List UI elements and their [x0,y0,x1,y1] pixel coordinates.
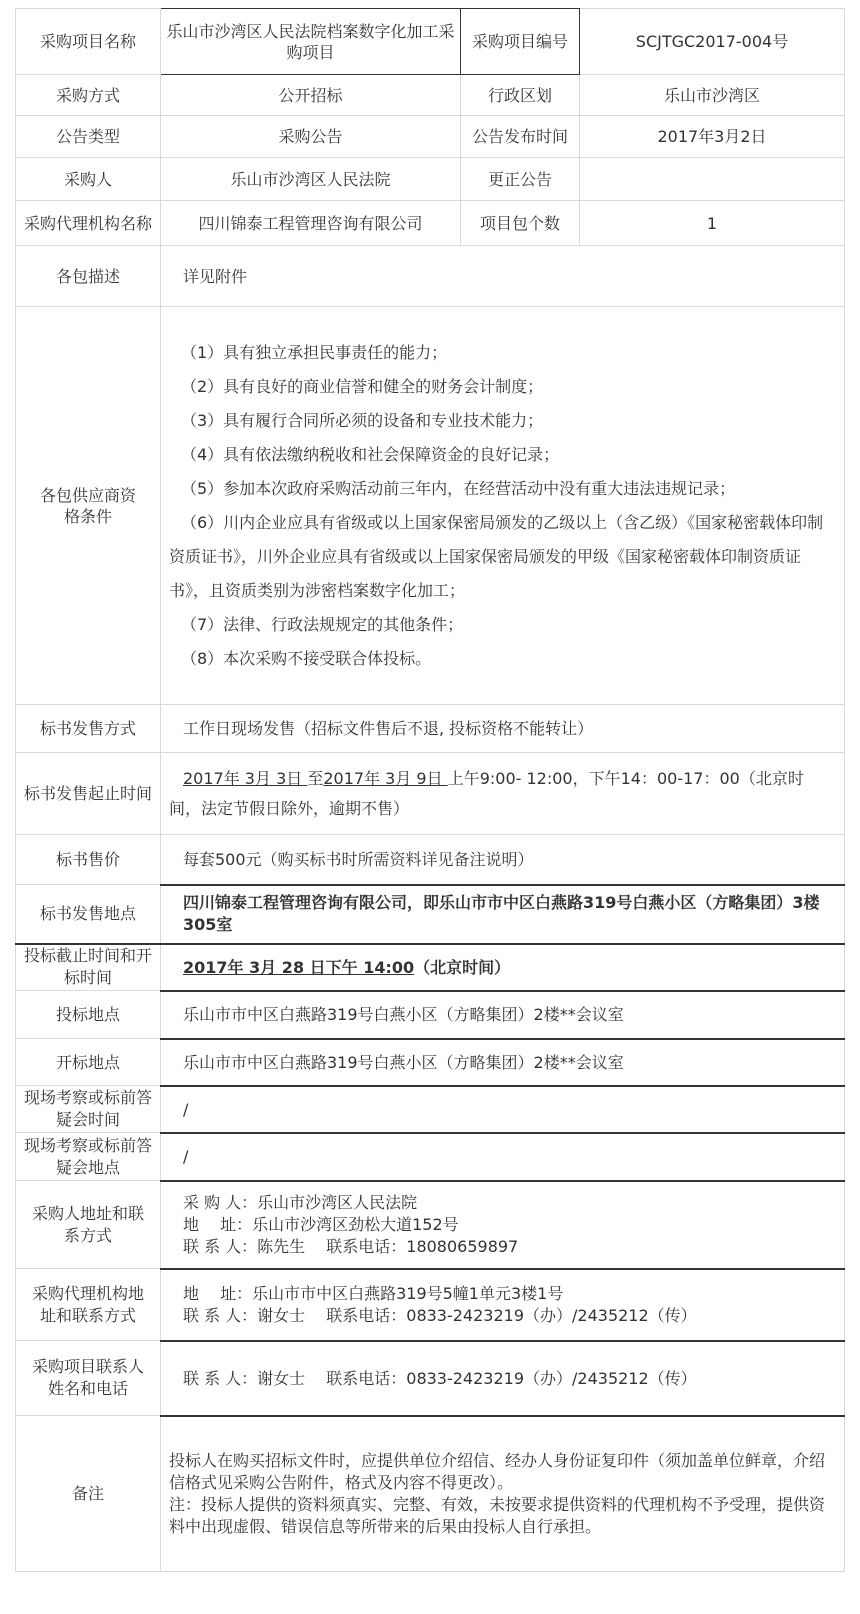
buyer-contact-line: 联 系 人：陈先生 联系电话：18080659897 [183,1236,519,1256]
row-sale-method [16,705,845,753]
survey-time-label: 现场考察或标前答疑会时间 [16,1086,161,1133]
row-price [16,835,845,885]
packages-value: 1 [580,201,845,246]
row-method [16,75,845,116]
row-buyer [16,158,845,201]
project-contact-label: 采购项目联系人姓名和电话 [16,1341,161,1416]
row-project-name [16,9,845,75]
sale-start-date: 2017年 3月 3日 [183,768,308,788]
agency-contact-line: 地 址：乐山市市中区白燕路319号5幢1单元3楼1号 [183,1283,564,1303]
row-survey-time [16,1086,845,1133]
qual-item: （6）川内企业应具有省级或以上国家保密局颁发的乙级以上（含乙级）《国家秘密载体印制资质证书》，川外企业应具有省级或以上国家保密局颁发的甲级《国家秘密载体印制资质证书》，且资质类别为涉密档案数字化加工； [169,512,824,600]
qual-label: 各包供应商资格条件 [16,307,161,705]
sale-to: 至 [307,768,324,788]
qual-item: （8）本次采购不接受联合体投标。 [181,648,432,668]
row-qualification [16,307,845,705]
buyer-contact-value [161,1181,845,1269]
remark-line: 注：投标人提供的资料须真实、完整、有效，未按要求提供资料的代理机构不予受理，提供资料中出现虚假、错误信息等所带来的后果由投标人自行承担。 [169,1494,826,1536]
project-name-value: 乐山市沙湾区人民法院档案数字化加工采购项目 [161,9,461,75]
qual-item: （2）具有良好的商业信誉和健全的财务会计制度； [181,376,544,396]
row-deadline [16,944,845,991]
notice-type-label: 公告类型 [16,116,161,158]
row-remark [16,1416,845,1572]
deadline-note: （北京时间） [414,957,511,977]
project-contact-value: 联 系 人：谢女士 联系电话：0833-2423219（办）/2435212（传） [161,1341,845,1416]
buyer-label: 采购人 [16,158,161,201]
qual-list [161,307,845,705]
sale-method-label: 标书发售方式 [16,705,161,753]
region-label: 行政区划 [461,75,580,116]
open-place-label: 开标地点 [16,1039,161,1086]
price-label: 标书售价 [16,835,161,885]
sale-method-value: 工作日现场发售（招标文件售后不退, 投标资格不能转让） [161,705,845,753]
remark-value [161,1416,845,1572]
survey-time-value: / [161,1086,845,1133]
method-value: 公开招标 [161,75,461,116]
agency-value: 四川锦泰工程管理咨询有限公司 [161,201,461,246]
correction-value [580,158,845,201]
pkg-desc-label: 各包描述 [16,246,161,307]
row-notice-type [16,116,845,158]
buyer-contact-label: 采购人地址和联系方式 [16,1181,161,1269]
method-label: 采购方式 [16,75,161,116]
sale-time-label: 标书发售起止时间 [16,753,161,835]
row-bid-place [16,991,845,1039]
row-survey-place [16,1133,845,1181]
row-sale-place [16,885,845,944]
qual-item: （4）具有依法缴纳税收和社会保障资金的良好记录； [181,444,560,464]
procurement-table [15,8,845,1572]
deadline-value [161,944,845,991]
deadline-date: 2017年 3月 28 日下午 14:00 [183,957,415,977]
row-agency-contact [16,1269,845,1341]
sale-place-value: 四川锦泰工程管理咨询有限公司，即乐山市市中区白燕路319号白燕小区（方略集团）3楼305室 [161,885,845,944]
deadline-label: 投标截止时间和开标时间 [16,944,161,991]
row-pkg-desc [16,246,845,307]
survey-place-label: 现场考察或标前答疑会地点 [16,1133,161,1181]
buyer-value: 乐山市沙湾区人民法院 [161,158,461,201]
agency-contact-value [161,1269,845,1341]
pkg-desc-value: 详见附件 [161,246,845,307]
procurement-notice [15,8,844,1572]
publish-time-value: 2017年3月2日 [580,116,845,158]
sale-end-date: 2017年 3月 9日 [323,768,448,788]
sale-time-rest: 上午9:00- 12:00，下午14：00-17：00（北京时间，法定节假日除外，逾期不售） [169,768,804,818]
project-no-label: 采购项目编号 [461,9,580,75]
agency-contact-label: 采购代理机构地址和联系方式 [16,1269,161,1341]
publish-time-label: 公告发布时间 [461,116,580,158]
row-sale-time [16,753,845,835]
bid-place-label: 投标地点 [16,991,161,1039]
open-place-value: 乐山市市中区白燕路319号白燕小区（方略集团）2楼**会议室 [161,1039,845,1086]
agency-label: 采购代理机构名称 [16,201,161,246]
qual-item: （7）法律、行政法规规定的其他条件； [181,614,464,634]
buyer-contact-line: 采 购 人：乐山市沙湾区人民法院 [183,1192,418,1212]
remark-label: 备注 [16,1416,161,1572]
buyer-contact-line: 地 址：乐山市沙湾区劲松大道152号 [183,1214,459,1234]
notice-type-value: 采购公告 [161,116,461,158]
region-value: 乐山市沙湾区 [580,75,845,116]
row-buyer-contact [16,1181,845,1269]
remark-line: 投标人在购买招标文件时，应提供单位介绍信、经办人身份证复印件（须加盖单位鲜章，介绍信格式见采购公告附件，格式及内容不得更改）。 [169,1450,826,1492]
qual-item: （5）参加本次政府采购活动前三年内，在经营活动中没有重大违法违规记录； [181,478,736,498]
bid-place-value: 乐山市市中区白燕路319号白燕小区（方略集团）2楼**会议室 [161,991,845,1039]
row-open-place [16,1039,845,1086]
sale-place-label: 标书发售地点 [16,885,161,944]
project-name-label: 采购项目名称 [16,9,161,75]
correction-label: 更正公告 [461,158,580,201]
survey-place-value: / [161,1133,845,1181]
qual-item: （1）具有独立承担民事责任的能力； [181,342,448,362]
packages-label: 项目包个数 [461,201,580,246]
row-agency [16,201,845,246]
agency-contact-line: 联 系 人：谢女士 联系电话：0833-2423219（办）/2435212（传） [183,1305,697,1325]
row-project-contact [16,1341,845,1416]
sale-time-value [161,753,845,835]
project-no-value: SCJTGC2017-004号 [580,9,845,75]
qual-item: （3）具有履行合同所必须的设备和专业技术能力； [181,410,544,430]
price-value: 每套500元（购买标书时所需资料详见备注说明） [161,835,845,885]
